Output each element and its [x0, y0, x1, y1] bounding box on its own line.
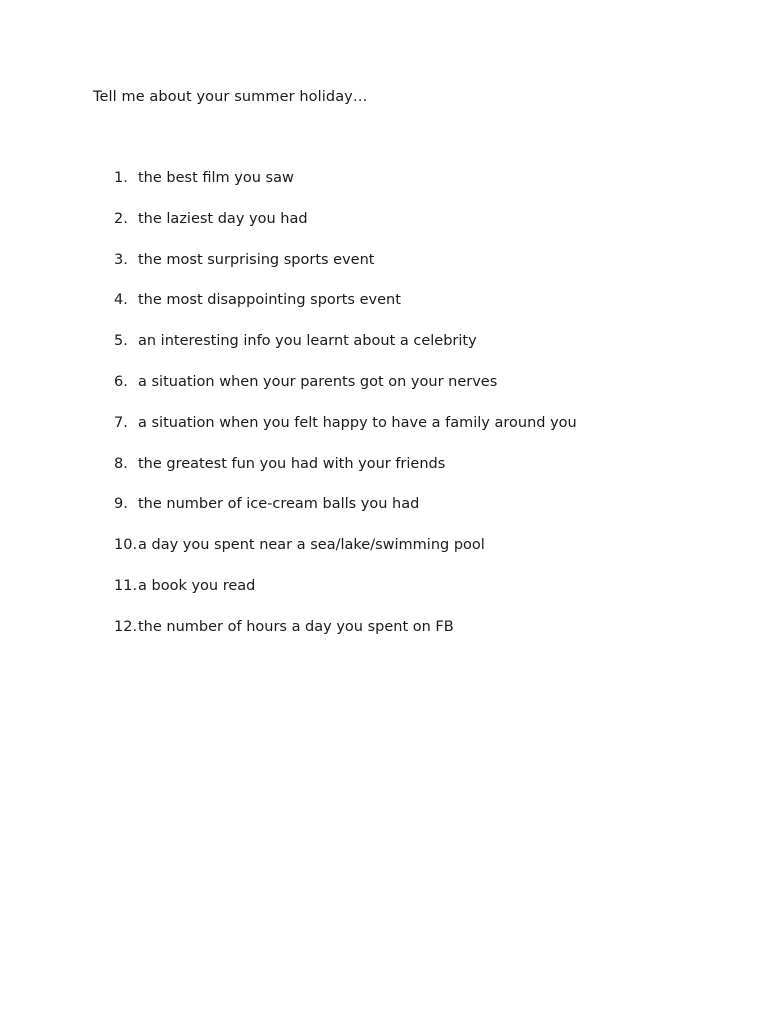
item-number: 3.	[114, 251, 128, 268]
item-text: the greatest fun you had with your friends	[138, 455, 446, 472]
item-number: 4.	[114, 292, 128, 309]
item-text: the most surprising sports event	[138, 251, 375, 268]
item-number: 12.	[114, 618, 138, 635]
item-text: a situation when you felt happy to have a family around you	[138, 414, 577, 431]
item-number: 10.	[114, 537, 138, 554]
item-text: a situation when your parents got on your nerves	[138, 373, 498, 390]
item-text: the best film you saw	[138, 170, 294, 186]
item-number: 1.	[114, 170, 128, 186]
item-text: the number of ice-cream balls you had	[138, 496, 420, 513]
item-number: 11.	[114, 577, 138, 594]
item-text: a day you spent near a sea/lake/swimming pool	[138, 537, 485, 554]
item-number: 5.	[114, 333, 128, 350]
item-text: the number of hours a day you spent on FB	[138, 618, 454, 635]
item-text: a book you read	[138, 577, 256, 594]
item-text: an interesting info you learnt about a celebrity	[138, 333, 477, 350]
item-number: 6.	[114, 373, 128, 390]
item-text: the laziest day you had	[138, 210, 308, 227]
item-number: 2.	[114, 210, 128, 227]
item-number: 7.	[114, 414, 128, 431]
item-number: 8.	[114, 455, 128, 472]
document-title: Tell me about your summer holiday…	[93, 89, 368, 105]
item-text: the most disappointing sports event	[138, 292, 401, 309]
item-number: 9.	[114, 496, 128, 513]
